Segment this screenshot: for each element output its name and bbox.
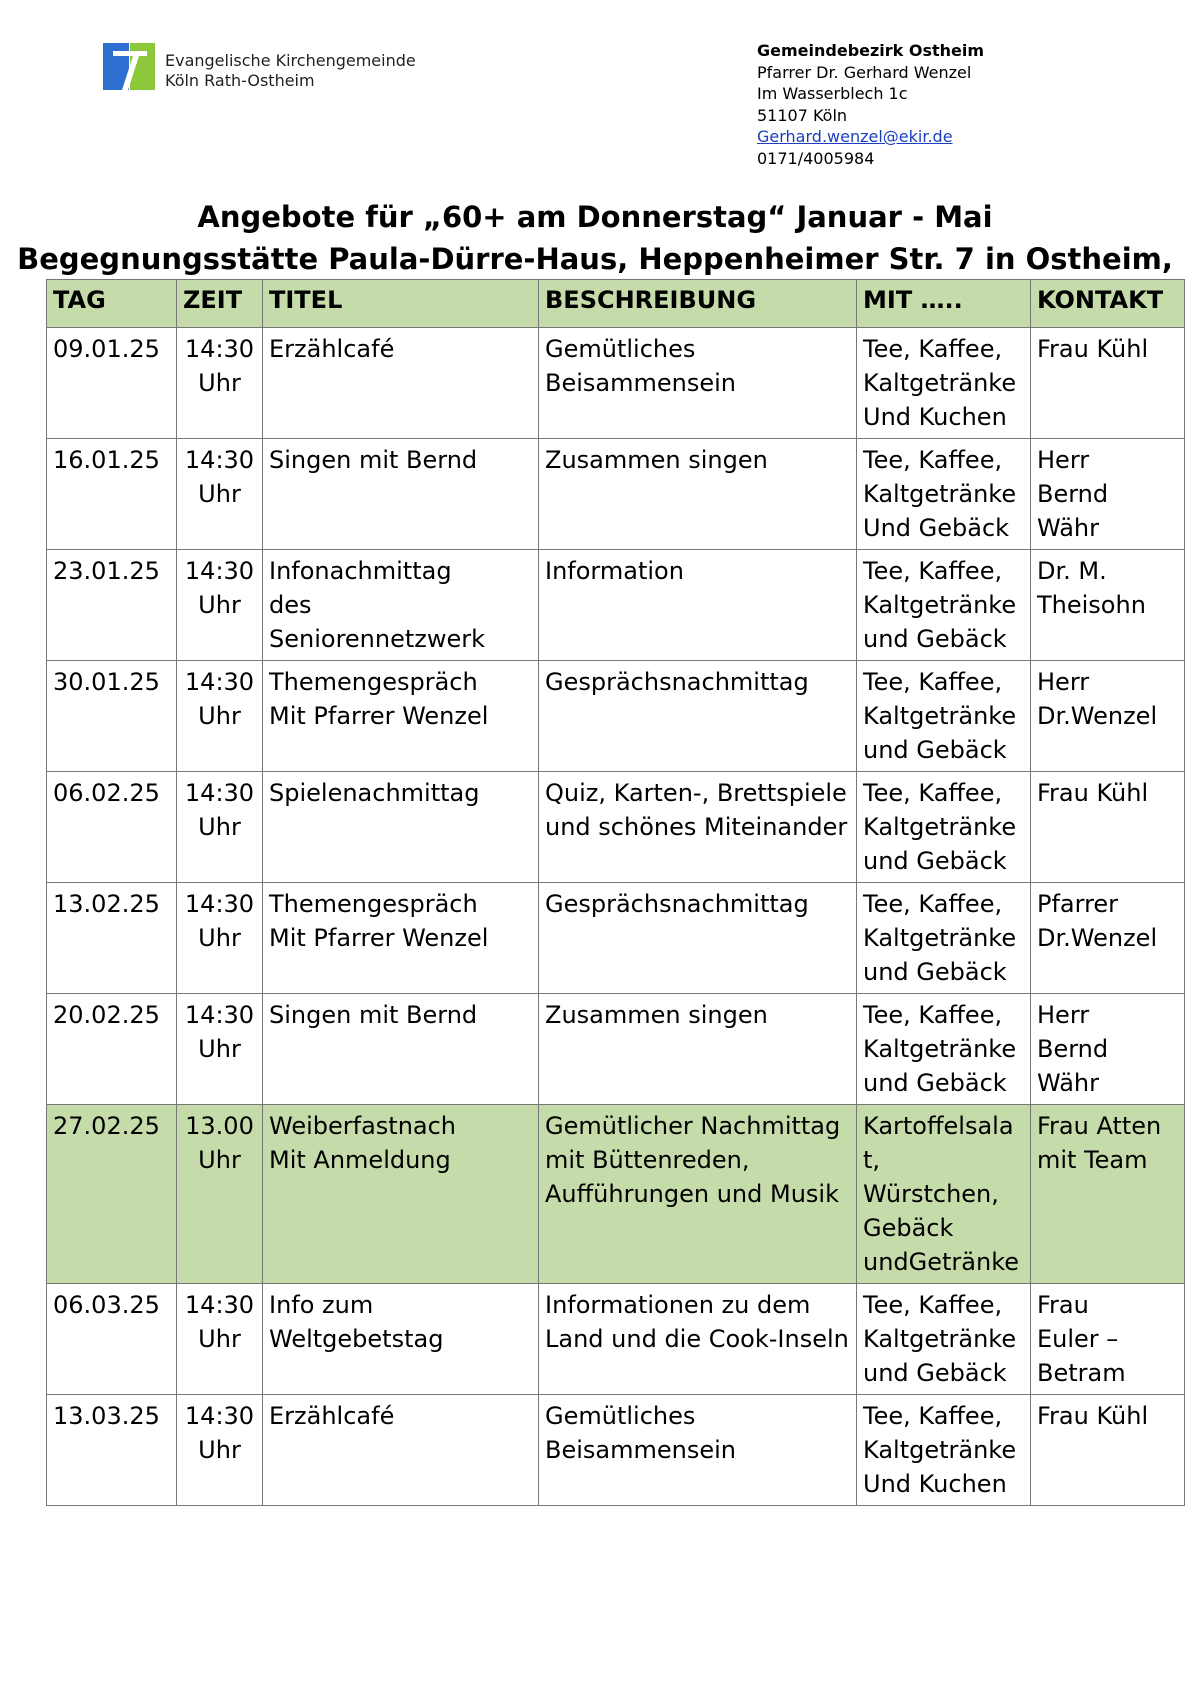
cell-tag: 06.02.25 <box>47 772 177 883</box>
page-subtitle: Begegnungsstätte Paula-Dürre-Haus, Heppenheimer Str. 7 in Ostheim, <box>17 242 1173 276</box>
cell-titel: Erzählcafé <box>263 328 539 439</box>
cell-zeit: 14:30 Uhr <box>177 550 263 661</box>
church-logo-mark-icon <box>103 43 155 90</box>
table-row <box>47 1284 1185 1395</box>
cell-mit: Tee, Kaffee, Kaltgetränke und Gebäck <box>857 1284 1031 1395</box>
cell-kontakt: Herr Bernd Währ <box>1031 994 1185 1105</box>
church-name-line2: Köln Rath-Ostheim <box>165 71 315 90</box>
cell-kontakt: Frau Kühl <box>1031 772 1185 883</box>
cell-titel: Erzählcafé <box>263 1395 539 1506</box>
cell-titel: Singen mit Bernd <box>263 994 539 1105</box>
table-header-row <box>47 280 1185 328</box>
cell-beschreibung: Gemütlicher Nachmittag mit Büttenreden, Aufführungen und Musik <box>539 1105 857 1284</box>
table-row <box>47 1105 1185 1284</box>
cell-beschreibung: Gemütliches Beisammensein <box>539 328 857 439</box>
cell-beschreibung: Zusammen singen <box>539 439 857 550</box>
cell-tag: 23.01.25 <box>47 550 177 661</box>
cell-titel: Singen mit Bernd <box>263 439 539 550</box>
cell-tag: 30.01.25 <box>47 661 177 772</box>
cell-tag: 09.01.25 <box>47 328 177 439</box>
cell-zeit: 14:30 Uhr <box>177 994 263 1105</box>
street: Im Wasserblech 1c <box>757 84 908 103</box>
cell-titel: Weiberfastnach Mit Anmeldung <box>263 1105 539 1284</box>
cell-mit: Tee, Kaffee, Kaltgetränke und Gebäck <box>857 883 1031 994</box>
cell-mit: Kartoffelsala t, Würstchen, Gebäck undGetränke <box>857 1105 1031 1284</box>
schedule-table <box>46 279 1185 1506</box>
cell-beschreibung: Zusammen singen <box>539 994 857 1105</box>
district-name: Gemeindebezirk Ostheim <box>757 41 985 60</box>
table-row <box>47 883 1185 994</box>
cell-zeit: 14:30 Uhr <box>177 661 263 772</box>
cell-zeit: 13.00 Uhr <box>177 1105 263 1284</box>
cell-kontakt: Frau Atten mit Team <box>1031 1105 1185 1284</box>
cell-beschreibung: Gesprächsnachmittag <box>539 883 857 994</box>
cell-kontakt: Frau Kühl <box>1031 328 1185 439</box>
header-zeit: ZEIT <box>177 280 263 328</box>
cell-mit: Tee, Kaffee, Kaltgetränke Und Kuchen <box>857 1395 1031 1506</box>
cell-mit: Tee, Kaffee, Kaltgetränke und Gebäck <box>857 994 1031 1105</box>
cell-zeit: 14:30 Uhr <box>177 883 263 994</box>
city: 51107 Köln <box>757 105 848 125</box>
church-logo <box>103 43 503 93</box>
cell-zeit: 14:30 Uhr <box>177 1284 263 1395</box>
cell-beschreibung: Informationen zu dem Land und die Cook-Inseln <box>539 1284 857 1395</box>
cell-mit: Tee, Kaffee, Kaltgetränke Und Kuchen <box>857 328 1031 439</box>
contact-address <box>757 40 984 169</box>
cell-tag: 06.03.25 <box>47 1284 177 1395</box>
cell-tag: 13.03.25 <box>47 1395 177 1506</box>
cell-kontakt: Dr. M. Theisohn <box>1031 550 1185 661</box>
email-link[interactable]: Gerhard.wenzel@ekir.de <box>757 127 953 146</box>
cell-beschreibung: Information <box>539 550 857 661</box>
cell-mit: Tee, Kaffee, Kaltgetränke und Gebäck <box>857 550 1031 661</box>
cell-beschreibung: Gemütliches Beisammensein <box>539 1395 857 1506</box>
cell-zeit: 14:30 Uhr <box>177 328 263 439</box>
pastor-name: Pfarrer Dr. Gerhard Wenzel <box>757 62 972 82</box>
cell-kontakt: Frau Kühl <box>1031 1395 1185 1506</box>
table-row <box>47 550 1185 661</box>
table-row <box>47 994 1185 1105</box>
cell-titel: Themengespräch Mit Pfarrer Wenzel <box>263 661 539 772</box>
header-mit: MIT ….. <box>857 280 1031 328</box>
header-kontakt: KONTAKT <box>1031 280 1185 328</box>
cell-beschreibung: Gesprächsnachmittag <box>539 661 857 772</box>
cell-kontakt: Herr Bernd Währ <box>1031 439 1185 550</box>
cell-tag: 13.02.25 <box>47 883 177 994</box>
cell-titel: Infonachmittag des Seniorennetzwerk <box>263 550 539 661</box>
cell-kontakt: Pfarrer Dr.Wenzel <box>1031 883 1185 994</box>
cell-titel: Spielenachmittag <box>263 772 539 883</box>
cell-tag: 27.02.25 <box>47 1105 177 1284</box>
phone-number: 0171/4005984 <box>757 148 875 168</box>
church-name-line1: Evangelische Kirchengemeinde <box>165 51 416 70</box>
header-titel: TITEL <box>263 280 539 328</box>
cell-beschreibung: Quiz, Karten-, Brettspiele und schönes Miteinander <box>539 772 857 883</box>
cell-zeit: 14:30 Uhr <box>177 439 263 550</box>
table-row <box>47 1395 1185 1506</box>
church-name <box>165 51 416 91</box>
table-row <box>47 328 1185 439</box>
header-beschreibung: BESCHREIBUNG <box>539 280 857 328</box>
table-row <box>47 772 1185 883</box>
page-title: Angebote für „60+ am Donnerstag“ Januar - Mai <box>197 200 993 234</box>
cell-mit: Tee, Kaffee, Kaltgetränke Und Gebäck <box>857 439 1031 550</box>
cell-titel: Info zum Weltgebetstag <box>263 1284 539 1395</box>
cell-tag: 16.01.25 <box>47 439 177 550</box>
cell-zeit: 14:30 Uhr <box>177 1395 263 1506</box>
cell-kontakt: Herr Dr.Wenzel <box>1031 661 1185 772</box>
header-tag: TAG <box>47 280 177 328</box>
table-row <box>47 661 1185 772</box>
cell-tag: 20.02.25 <box>47 994 177 1105</box>
cell-titel: Themengespräch Mit Pfarrer Wenzel <box>263 883 539 994</box>
table-row <box>47 439 1185 550</box>
cell-zeit: 14:30 Uhr <box>177 772 263 883</box>
cell-mit: Tee, Kaffee, Kaltgetränke und Gebäck <box>857 661 1031 772</box>
cell-kontakt: Frau Euler – Betram <box>1031 1284 1185 1395</box>
cell-mit: Tee, Kaffee, Kaltgetränke und Gebäck <box>857 772 1031 883</box>
